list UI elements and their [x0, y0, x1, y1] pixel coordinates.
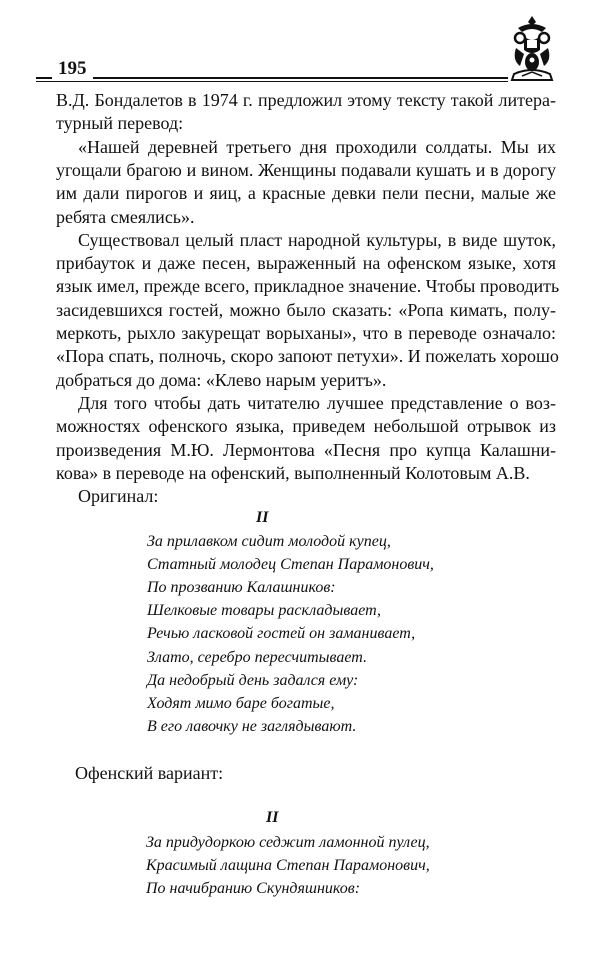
header-rule	[36, 77, 556, 79]
text-line: турный перевод:	[56, 113, 184, 134]
verse-line: Шелковые товары раскладывает,	[147, 602, 382, 620]
verse-line: Статный молодец Степан Парамонович,	[147, 556, 434, 574]
verse-line: Злато, серебро пересчитывает.	[147, 648, 367, 666]
text-line: можностях офенского языка, приведем небольшой отрывок из	[56, 416, 556, 437]
verse-line: Красимый лащина Степан Парамонович,	[146, 857, 430, 875]
text-line: ребята смеялись».	[56, 206, 195, 227]
ofen-variant-label: Офенский вариант:	[75, 763, 224, 783]
text-line: Существовал целый пласт народной культуры, в виде шуток,	[78, 229, 556, 250]
verse-line: По прозванию Калашников:	[147, 579, 336, 597]
text-line: язык имел, прежде всего, прикладное значение. Чтобы проводить	[56, 276, 560, 297]
text-line: прибауток и даже песен, выраженный на офенском языке, хотя	[56, 253, 556, 274]
text-line: Для того чтобы дать читателю лучшее представление о воз-	[78, 392, 556, 413]
text-line: Оригинал:	[78, 486, 159, 507]
verse-line: Речью ласковой гостей он заманивает,	[147, 625, 416, 643]
text-line: «Нашей деревней третьего дня проходили солдаты. Мы их	[78, 136, 556, 157]
ornament-emblem-icon	[508, 14, 556, 84]
text-line: им дали пирогов и яиц, а красные девки пели песни, малые же	[56, 183, 556, 204]
text-line: кова» в переводе на офенский, выполненный Колотовым А.В.	[56, 462, 530, 483]
text-line: добраться до дома: «Клево нарым уеритъ».	[56, 369, 387, 390]
verse-line: В его лавочку не заглядывают.	[147, 717, 357, 735]
section-numeral: II	[266, 809, 279, 826]
text-line: меркоть, рыхло закурещат ворыханы», что в переводе означало:	[56, 323, 556, 343]
header-rule-thin	[36, 81, 556, 82]
text-line: В.Д. Бондалетов в 1974 г. предложил этому тексту такой литера-	[56, 90, 556, 110]
verse-line: Да недобрый день задался ему:	[147, 671, 359, 689]
section-numeral: II	[256, 509, 269, 526]
text-line: произведения М.Ю. Лермонтова «Песня про купца Калашни-	[56, 439, 556, 460]
verse-line: Ходят мимо баре богатые,	[147, 694, 335, 712]
page-number: 195	[52, 59, 93, 79]
text-line: угощали брагою и вином. Женщины подавали кушать и в дорогу	[56, 159, 556, 180]
text-line: «Пора спать, полночь, скоро запоют петухи». И пожелать хорошо	[56, 346, 559, 367]
verse-line: За придудоркою седжит ламонной пулец,	[146, 834, 430, 851]
verse-line: За прилавком сидит молодой купец,	[147, 533, 391, 550]
text-line: засидевшихся гостей, можно было сказать: «Ропа кимать, полу-	[56, 299, 556, 320]
verse-line: По начибранию Скундяшников:	[146, 880, 361, 898]
